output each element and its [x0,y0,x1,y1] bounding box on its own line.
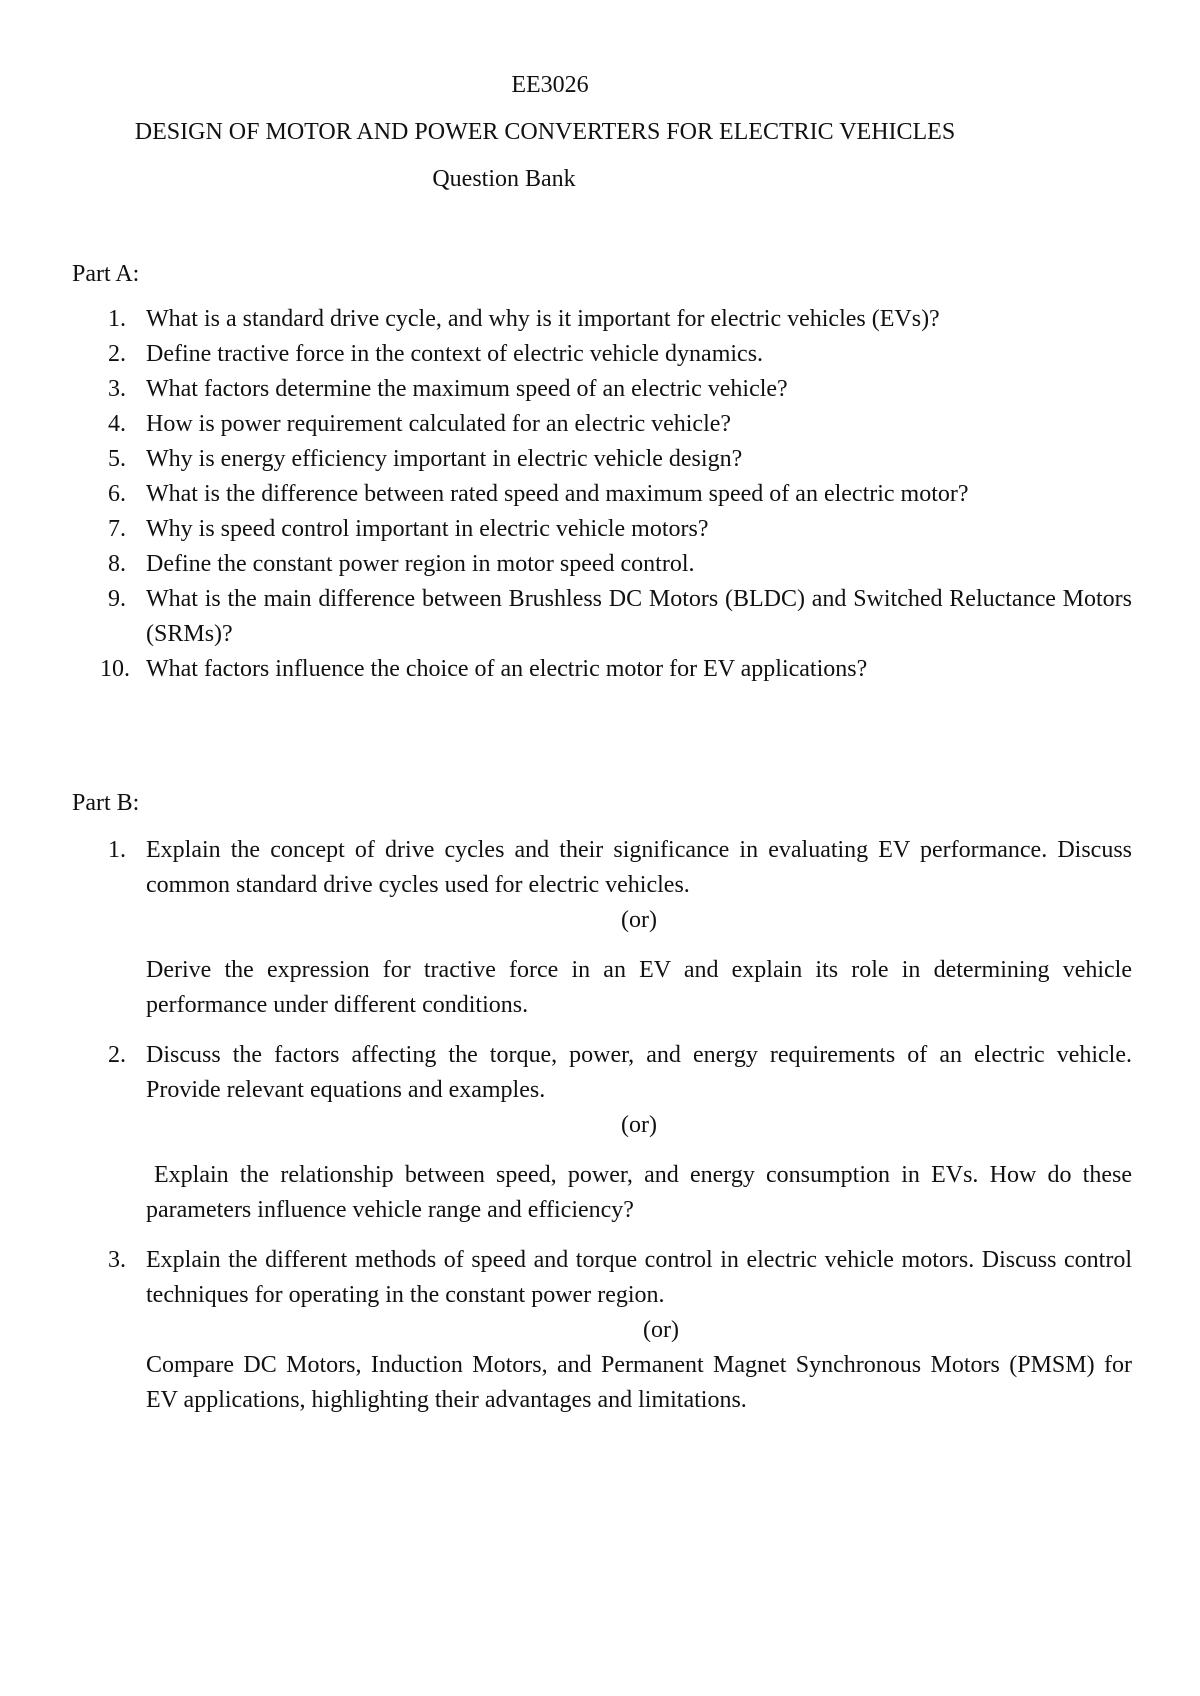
part-b-question [72,833,1132,1023]
course-title: DESIGN OF MOTOR AND POWER CONVERTERS FOR ELECTRIC VEHICLES [134,119,956,145]
question-text: Define the constant power region in motor speed control. [146,551,695,577]
question-option-b: Compare DC Motors, Induction Motors, and Permanent Magnet Synchronous Motors (PMSM) for EV applications, highlighting their advantages and limitations. [146,1352,1132,1413]
question-number: 5. [108,446,126,472]
part-b-heading: Part B: [72,790,140,816]
question-number: 1. [108,837,126,863]
or-separator: (or) [643,1317,679,1343]
question-option-a: Explain the concept of drive cycles and their significance in evaluating EV performance. Discuss common standard drive cycles used for electric vehicles. [146,837,1132,898]
question-number: 8. [108,551,126,577]
part-a-question [72,512,1132,547]
part-a-question [72,442,1132,477]
question-text: What factors influence the choice of an electric motor for EV applications? [146,656,868,682]
question-number: 6. [108,481,126,507]
question-number: 1. [108,306,126,332]
part-b-question [72,1038,1132,1228]
question-number: 9. [108,586,126,612]
part-a-question [72,547,1132,582]
question-text: Why is energy efficiency important in electric vehicle design? [146,446,743,472]
part-a-question [72,582,1132,652]
document-type: Question Bank [432,166,576,192]
question-number: 4. [108,411,126,437]
question-text: How is power requirement calculated for an electric vehicle? [146,411,732,437]
question-number: 2. [108,1042,126,1068]
or-separator: (or) [621,1112,657,1138]
part-b-question [72,1243,1132,1418]
question-option-b: Explain the relationship between speed, power, and energy consumption in EVs. How do these parameters influence vehicle range and efficiency? [146,1162,1132,1223]
question-text: What factors determine the maximum speed of an electric vehicle? [146,376,788,402]
question-option-a: Explain the different methods of speed and torque control in electric vehicle motors. Discuss control techniques for operating in the constant power region. [146,1247,1132,1308]
part-a-question [72,302,1132,337]
course-code: EE3026 [511,72,589,98]
question-option-a: Discuss the factors affecting the torque, power, and energy requirements of an electric vehicle. Provide relevant equations and examples. [146,1042,1132,1103]
question-text: Define tractive force in the context of electric vehicle dynamics. [146,341,764,367]
question-option-b: Derive the expression for tractive force in an EV and explain its role in determining vehicle performance under different conditions. [146,957,1132,1018]
part-b-question-list [72,833,1132,1418]
question-number: 2. [108,341,126,367]
question-text: What is the difference between rated speed and maximum speed of an electric motor? [146,481,969,507]
question-number: 3. [108,1247,126,1273]
part-a-question [72,652,1132,687]
part-a-heading: Part A: [72,261,140,287]
part-a-question [72,372,1132,407]
question-number: 7. [108,516,126,542]
question-text: Why is speed control important in electric vehicle motors? [146,516,709,542]
part-a-question-list [72,302,1132,687]
part-a-question [72,337,1132,372]
question-number: 10. [100,656,130,682]
question-text: What is a standard drive cycle, and why is it important for electric vehicles (EVs)? [146,306,940,332]
part-a-question [72,407,1132,442]
or-separator: (or) [621,907,657,933]
question-text: What is the main difference between Brushless DC Motors (BLDC) and Switched Reluctance Motors (SRMs)? [146,586,1132,647]
part-a-question [72,477,1132,512]
question-number: 3. [108,376,126,402]
